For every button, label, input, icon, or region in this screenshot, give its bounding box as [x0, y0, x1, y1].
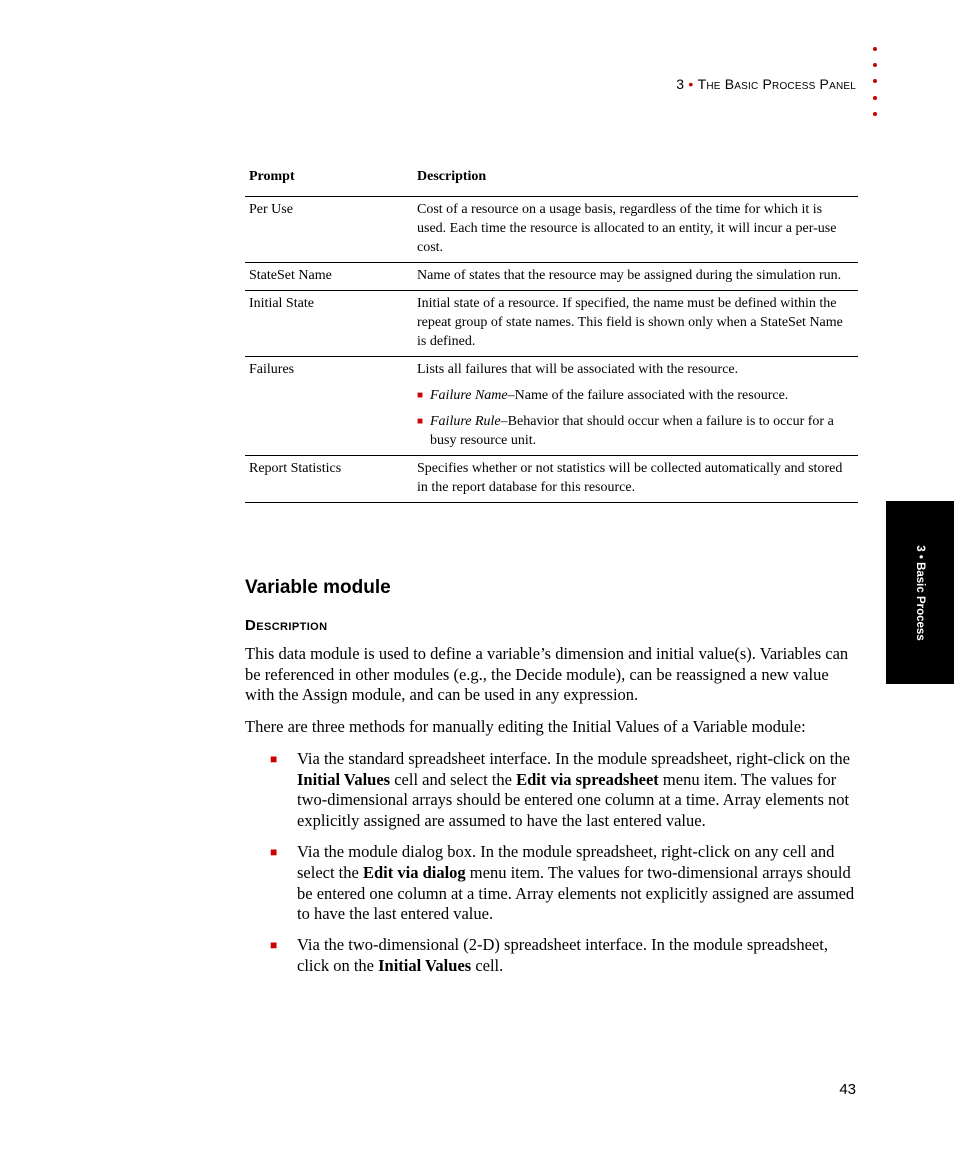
- list-item-text: [297, 749, 859, 832]
- sub-list-text: [430, 386, 788, 405]
- header-title: The Basic Process Panel: [697, 76, 856, 92]
- column-header-prompt: Prompt: [245, 162, 413, 197]
- prompt-cell: Per Use: [245, 197, 413, 263]
- list-item-text: [297, 842, 859, 925]
- prompt-cell: Failures: [245, 357, 413, 456]
- method-list: [245, 749, 859, 977]
- side-tab-label: 3 • Basic Process: [914, 545, 926, 641]
- text-run: menu item. The values for two-dimensional arrays should be entered one column at a time. Array elements not explicitly assigned are assumed to have the last entered value.: [297, 769, 850, 830]
- column-header-description: Description: [413, 162, 858, 197]
- text-run: Via the standard spreadsheet interface. In the module spreadsheet, right-click on the: [297, 748, 850, 768]
- decorative-dot-icon: [873, 112, 877, 116]
- table-row: [245, 291, 858, 357]
- running-header: [676, 76, 856, 92]
- body-text: [245, 644, 859, 987]
- square-bullet-icon: ■: [417, 416, 424, 427]
- chapter-side-tab: [886, 501, 954, 684]
- bold-term: Initial Values: [297, 769, 391, 789]
- square-bullet-icon: ■: [270, 938, 278, 953]
- decorative-dot-icon: [873, 47, 877, 51]
- bold-term: Initial Values: [378, 956, 472, 976]
- subsection-heading: Description: [245, 617, 328, 634]
- margin-dots: [873, 47, 881, 128]
- sub-definition: –Behavior that should occur when a failure is to occur for a busy resource unit.: [430, 414, 834, 448]
- list-item-text: [297, 935, 859, 976]
- table-row: [245, 197, 858, 263]
- sub-term: Failure Rule: [430, 414, 501, 429]
- prompt-table: [245, 162, 858, 503]
- square-bullet-icon: ■: [270, 845, 278, 860]
- list-item: [245, 749, 859, 832]
- header-chapter: 3: [676, 76, 685, 92]
- table-row: [245, 263, 858, 291]
- text-run: cell and select the: [390, 769, 517, 789]
- text-run: Via the two-dimensional (2-D) spreadsheet interface. In the module spreadsheet, click on the: [297, 935, 828, 976]
- sub-definition: –Name of the failure associated with the resource.: [507, 388, 789, 403]
- description-cell: Name of states that the resource may be assigned during the simulation run.: [413, 263, 858, 291]
- table-header-row: [245, 162, 858, 197]
- table-row: [245, 357, 858, 456]
- text-run: Via the module dialog box. In the module spreadsheet, right-click on any cell and select the: [297, 842, 835, 882]
- prompt-cell: Initial State: [245, 291, 413, 357]
- header-bullet: •: [688, 76, 694, 92]
- sub-list-item: [417, 386, 854, 405]
- text-run: cell.: [471, 956, 504, 976]
- description-text: Lists all failures that will be associated with the resource.: [417, 362, 739, 377]
- decorative-dot-icon: [873, 63, 877, 67]
- square-bullet-icon: ■: [417, 390, 424, 401]
- section-heading: Variable module: [245, 577, 391, 598]
- paragraph: There are three methods for manually editing the Initial Values of a Variable module:: [245, 717, 806, 737]
- description-cell: Cost of a resource on a usage basis, regardless of the time for which it is used. Each time the resource is allocated to an entity, it will incur a per-use cost.: [413, 197, 858, 263]
- prompt-cell: StateSet Name: [245, 263, 413, 291]
- table-row: [245, 456, 858, 503]
- square-bullet-icon: ■: [270, 751, 278, 766]
- paragraph: This data module is used to define a variable’s dimension and initial value(s). Variables can be referenced in other modules (e.g., the Decide module), can be reassigned a new value with the Assign module, and can be used in any expression.: [245, 644, 849, 705]
- sub-list-text: [430, 412, 854, 450]
- description-cell: [413, 357, 858, 456]
- sub-list-item: [417, 412, 854, 450]
- list-item: [245, 842, 859, 925]
- decorative-dot-icon: [873, 96, 877, 100]
- sub-term: Failure Name: [430, 388, 508, 403]
- list-item: [245, 935, 859, 976]
- description-cell: Specifies whether or not statistics will be collected automatically and stored in the report database for this resource.: [413, 456, 858, 503]
- text-run: menu item. The values for two-dimensional arrays should be entered one column at a time. Array elements not explicitly assigned are assumed to have the last entered value.: [297, 862, 855, 924]
- bold-term: Edit via dialog: [362, 862, 466, 882]
- bold-term: Edit via spreadsheet: [516, 769, 659, 789]
- decorative-dot-icon: [873, 79, 877, 83]
- description-cell: Initial state of a resource. If specified, the name must be defined within the repeat group of state names. This field is shown only when a StateSet Name is defined.: [413, 291, 858, 357]
- prompt-cell: Report Statistics: [245, 456, 413, 503]
- page-number: 43: [839, 1081, 856, 1098]
